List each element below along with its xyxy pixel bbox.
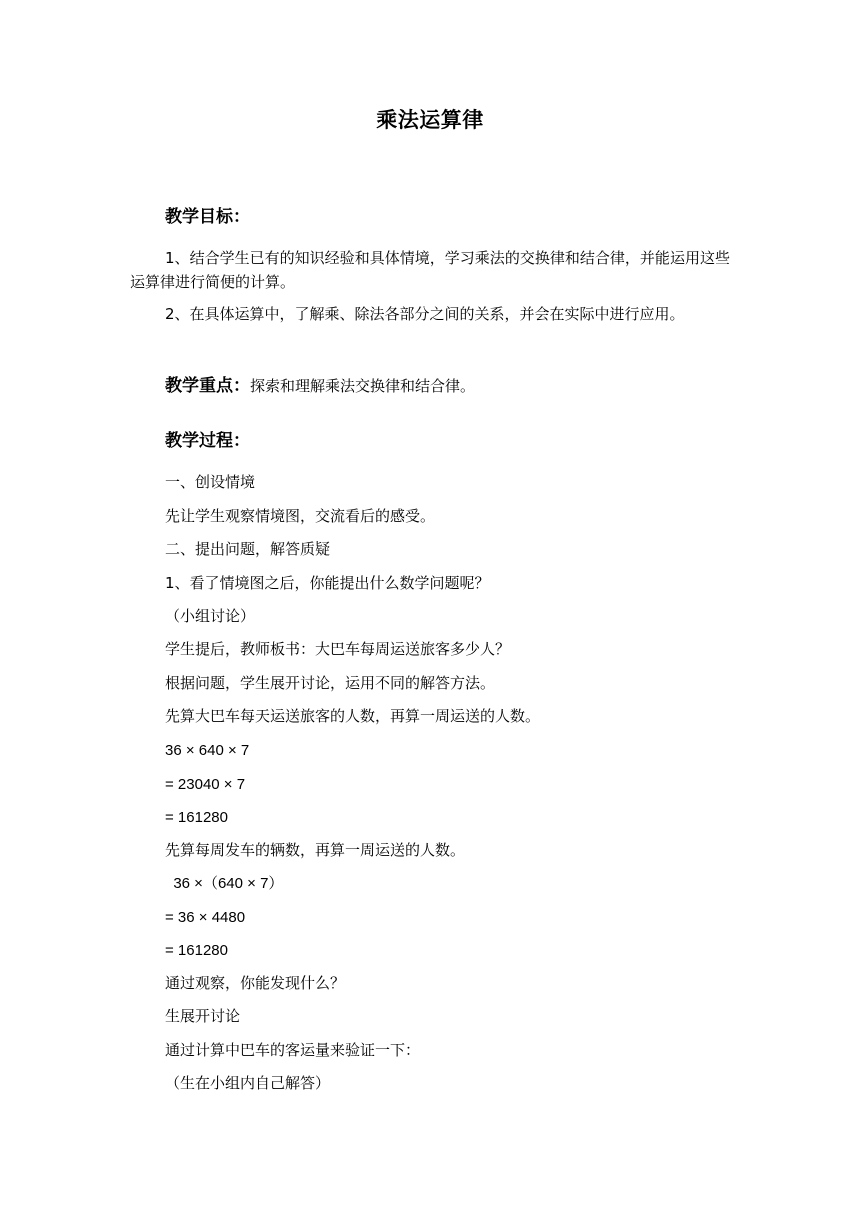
process-line: 二、提出问题，解答质疑 <box>165 540 331 558</box>
process-line: （小组讨论） <box>165 607 256 625</box>
process-line: （生在小组内自己解答） <box>165 1074 331 1092</box>
process-line: 一、创设情境 <box>165 473 256 491</box>
keypoint-text: 探索和理解乘法交换律和结合律。 <box>250 377 476 395</box>
equation-line: = 161280 <box>165 942 228 959</box>
objectives-heading: 教学目标： <box>165 207 250 227</box>
process-line: 学生提后，教师板书：大巴车每周运送旅客多少人？ <box>165 640 511 658</box>
equation-line: = 36 × 4480 <box>165 909 246 926</box>
keypoint-section <box>165 371 475 396</box>
process-line: 根据问题，学生展开讨论，运用不同的解答方法。 <box>165 674 496 692</box>
process-line: 先算大巴车每天运送旅客的人数，再算一周运送的人数。 <box>165 707 541 725</box>
process-line: 1、看了情境图之后，你能提出什么数学问题呢？ <box>165 574 490 592</box>
equation-line: 36 ×（640 × 7） <box>165 875 284 892</box>
keypoint-label: 教学重点： <box>165 376 250 396</box>
process-line: 通过计算中巴车的客运量来验证一下： <box>165 1041 421 1059</box>
process-line: 先算每周发车的辆数，再算一周运送的人数。 <box>165 841 466 859</box>
equation-line: 36 × 640 × 7 <box>165 742 250 759</box>
process-line: 先让学生观察情境图，交流看后的感受。 <box>165 507 436 525</box>
document-title: 乘法运算律 <box>376 108 484 132</box>
objective-item-1: 1、结合学生已有的知识经验和具体情境，学习乘法的交换律和结合律，并能运用这些运算律进行简便的计算。 <box>130 249 730 291</box>
process-heading: 教学过程： <box>165 431 250 451</box>
objective-item-2: 2、在具体运算中，了解乘、除法各部分之间的关系，并会在实际中进行应用。 <box>165 305 685 323</box>
process-line: 通过观察，你能发现什么？ <box>165 974 346 992</box>
process-line: 生展开讨论 <box>165 1007 241 1025</box>
equation-line: = 161280 <box>165 809 228 826</box>
equation-line: = 23040 × 7 <box>165 776 246 793</box>
